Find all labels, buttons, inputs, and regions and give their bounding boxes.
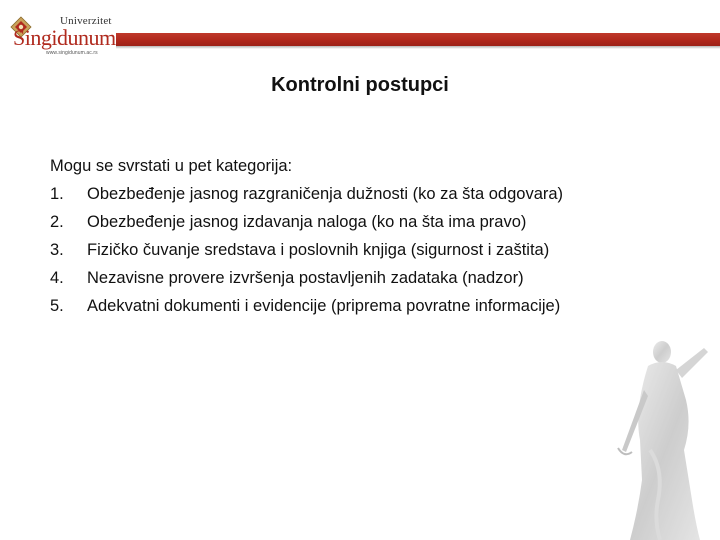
list-item [50, 208, 690, 236]
list-item-text: Nezavisne provere izvršenja postavljenih zadataka (nadzor) [87, 269, 524, 287]
category-list [50, 180, 690, 320]
list-item-text: Fizičko čuvanje sredstava i poslovnih knjiga (sigurnost i zaštita) [87, 241, 550, 259]
list-item-number: 5. [50, 297, 64, 315]
list-item-text: Adekvatni dokumenti i evidencije (priprema povratne informacije) [87, 297, 561, 315]
list-item [50, 180, 690, 208]
logo-name: Singidunum [13, 25, 116, 50]
slide-content [50, 152, 690, 320]
university-logo [6, 14, 114, 54]
list-item-number: 1. [50, 185, 64, 203]
list-item-number: 3. [50, 241, 64, 259]
intro-text: Mogu se svrstati u pet kategorija: [50, 157, 293, 175]
logo-university-label: Univerzitet [60, 15, 112, 27]
list-item [50, 236, 690, 264]
justice-statue-icon [600, 330, 720, 540]
list-item-text: Obezbeđenje jasnog izdavanja naloga (ko na šta ima pravo) [87, 213, 527, 231]
page-title: Kontrolni postupci [271, 74, 449, 96]
list-item-text: Obezbeđenje jasnog razgraničenja dužnosti (ko za šta odgovara) [87, 185, 564, 203]
header-bar-shadow [116, 46, 720, 49]
list-item-number: 4. [50, 269, 64, 287]
logo-url: www.singidunum.ac.rs [46, 50, 98, 56]
list-item [50, 264, 690, 292]
header-bar [116, 33, 720, 46]
list-item [50, 292, 690, 320]
list-item-number: 2. [50, 213, 64, 231]
